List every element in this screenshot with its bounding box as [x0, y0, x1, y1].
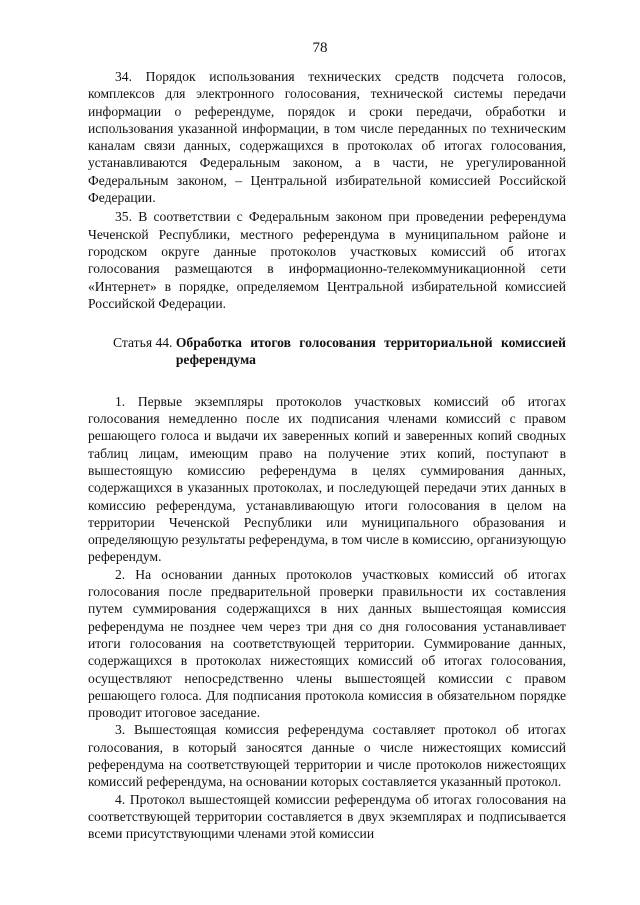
document-body: [88, 68, 566, 842]
article-paragraph-3: 3. Вышестоящая комиссия референдума составляет протокол об итогах голосования, в который заносятся данные о числе нижестоящих комиссий референдума на соответствующей территории и числе протоколов нижестоящих комиссий референдума, на основании которых составляется указанный протокол.: [88, 722, 566, 790]
article-paragraph-2: 2. На основании данных протоколов участковых комиссий об итогах голосования после предварительной проверки правильности их составления путем суммирования содержащихся в них данных вышестоящая комиссия референдума не позднее чем через три дня со дня голосования устанавливает итоги голосования на соответствующей территории. Суммирование данных, содержащихся в протоколах нижестоящих комиссий об итогах голосования, осуществляют непосредственно члены вышестоящей комиссии с правом решающего голоса. Для подписания протокола комиссия в обязательном порядке проводит итоговое заседание.: [88, 566, 566, 721]
paragraph-34: 34. Порядок использования технических средств подсчета голосов, комплексов для электронного голосования, технической системы передачи информации о референдуме, порядок и сроки передачи, обработки и использования указанной информации, в том числе переданных по техническим каналам связи данных, содержащихся в протоколах об итогах голосования, устанавливаются Федеральным законом, а в части, не урегулированной Федеральным законом, – Центральной избирательной комиссией Российской Федерации.: [88, 69, 566, 206]
article-paragraph-1: 1. Первые экземпляры протоколов участковых комиссий об итогах голосования немедленно после их подписания членами комиссий с правом решающего голоса и выдачи их заверенных копий и заверенных копий сводных таблиц лицам, имеющим право на получение этих копий, поступают в вышестоящую комиссию референдума в целях суммирования данных, содержащихся в указанных протоколах, и последующей передачи этих данных в комиссию референдума, устанавливающую итоги голосования в целом на территории Чеченской Республики или муниципального образования и определяющую результаты референдума, в том числе в комиссию, организующую референдум.: [88, 393, 566, 565]
article-number: Статья 44.: [113, 335, 176, 351]
article-paragraph-4: 4. Протокол вышестоящей комиссии референдума об итогах голосования на соответствующей территории составляется в двух экземплярах и подписывается всеми присутствующими членами этой комиссии: [88, 791, 566, 842]
paragraph-35: 35. В соответствии с Федеральным законом при проведении референдума Чеченской Республики, местного референдума в муниципальном районе и городском округе данные протоколов участковых комиссий об итогах голосования размещаются в информационно-телекоммуникационной сети «Интернет» в порядке, определяемом Центральной избирательной комиссией Российской Федерации.: [88, 209, 566, 311]
article-heading: [88, 334, 566, 369]
article-title: Обработка итогов голосования территориальной комиссией референдума: [175, 335, 566, 368]
page-number: 78: [312, 40, 328, 56]
